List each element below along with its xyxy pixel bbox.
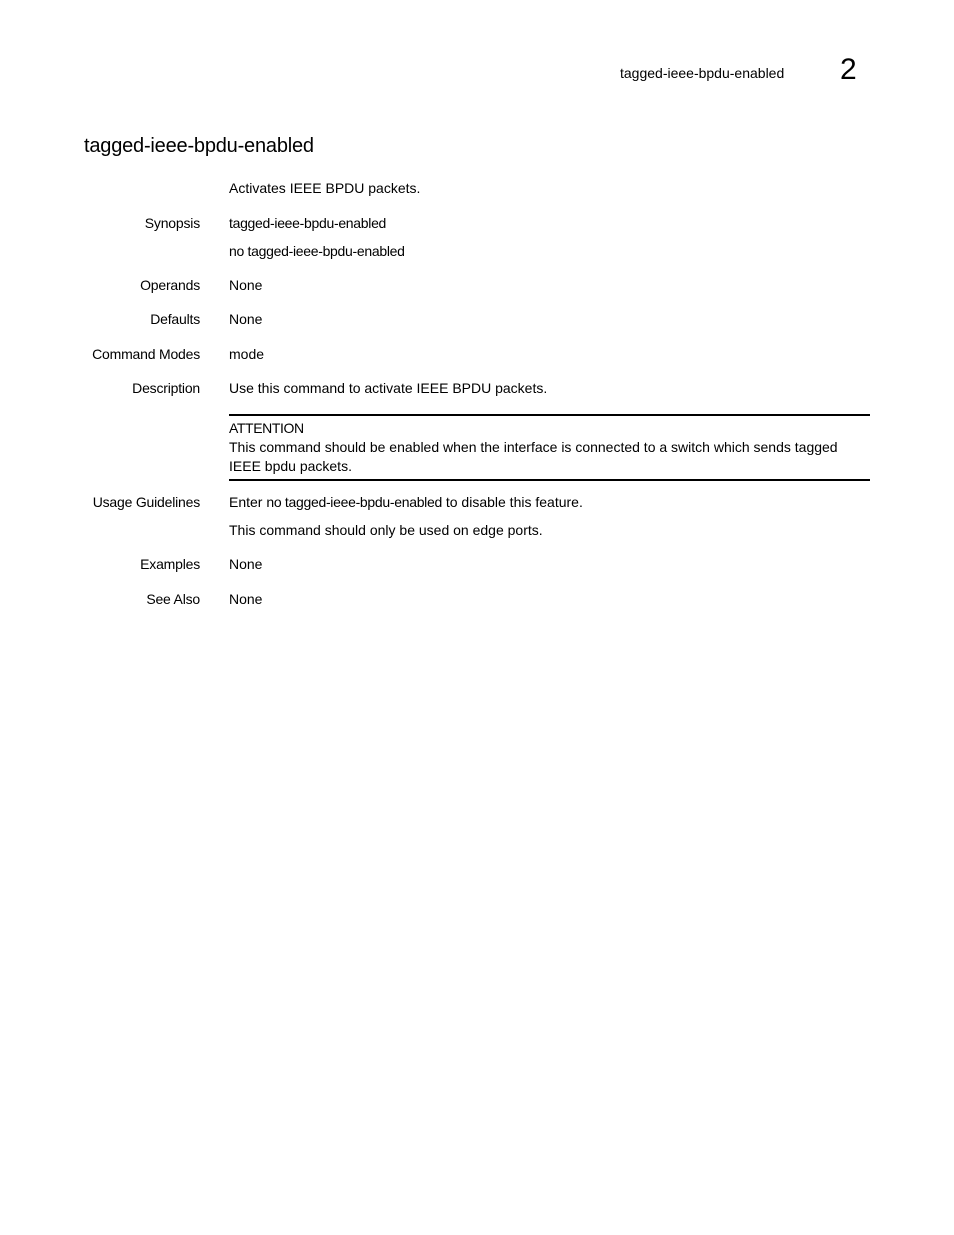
attention-title: ATTENTION: [229, 420, 304, 436]
operands-label: Operands: [140, 277, 200, 293]
command-modes-value: mode: [229, 346, 265, 362]
usage-guidelines-line2: This command should only be used on edge ports.: [229, 522, 543, 538]
see-also-value: None: [229, 591, 263, 607]
command-modes-label: Command Modes: [92, 346, 200, 362]
synopsis-label: Synopsis: [144, 215, 200, 231]
examples-label: Examples: [140, 556, 200, 572]
usage-guidelines-line1: [229, 494, 583, 510]
defaults-value: None: [229, 311, 263, 327]
description-label: Description: [132, 380, 200, 396]
chapter-number: 2: [840, 53, 857, 86]
usage-command: no tagged-ieee-bpdu-enabled: [266, 494, 442, 510]
intro-text: Activates IEEE BPDU packets.: [229, 180, 421, 196]
attention-box: [229, 414, 870, 481]
usage-guidelines-label: Usage Guidelines: [92, 494, 200, 510]
synopsis-command: tagged-ieee-bpdu-enabled: [229, 215, 387, 231]
examples-value: None: [229, 556, 263, 572]
running-header-topic: tagged-ieee-bpdu-enabled: [620, 65, 785, 81]
operands-value: None: [229, 277, 263, 293]
defaults-label: Defaults: [150, 311, 200, 327]
see-also-label: See Also: [146, 591, 200, 607]
synopsis-no-command: no tagged-ieee-bpdu-enabled: [229, 243, 405, 259]
usage-prefix: Enter: [229, 494, 267, 510]
page-title: tagged-ieee-bpdu-enabled: [84, 135, 314, 157]
attention-text: This command should be enabled when the interface is connected to a switch which sends tagged IEEE bpdu packets.: [229, 439, 838, 474]
usage-suffix: to disable this feature.: [441, 494, 583, 510]
description-value: Use this command to activate IEEE BPDU packets.: [229, 380, 548, 396]
